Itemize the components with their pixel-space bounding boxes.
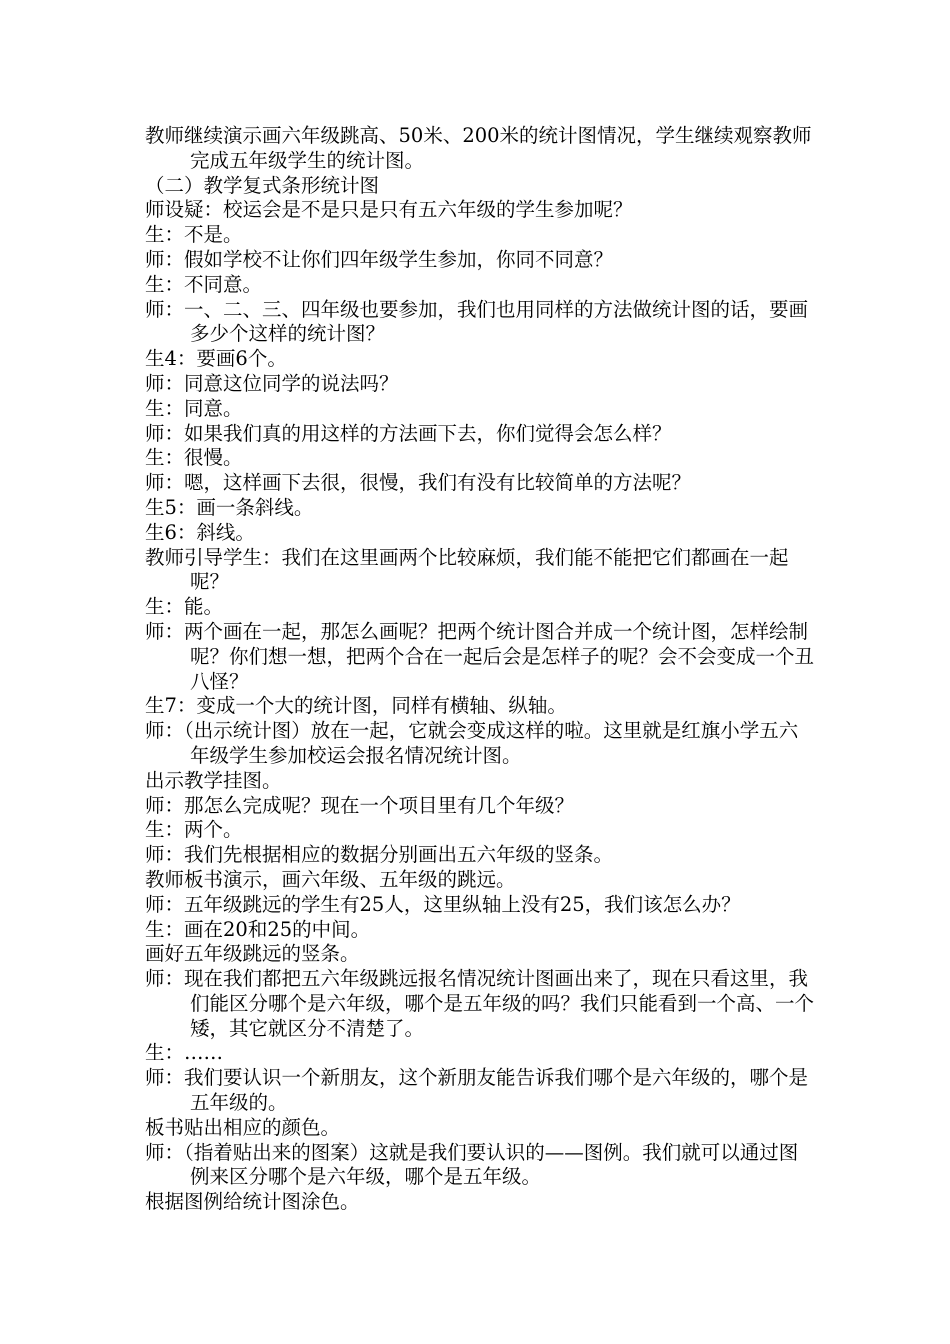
paragraph: 生：两个。 <box>145 818 243 842</box>
paragraph: 生：很慢。 <box>145 446 243 470</box>
paragraph: 生：不是。 <box>145 223 243 247</box>
paragraph: 出示教学挂图。 <box>145 768 282 792</box>
paragraph: 师：同意这位同学的说法吗？ <box>145 371 399 395</box>
paragraph: 师：一、二、三、四年级也要参加，我们也用同样的方法做统计图的话，要画多少个这样的统计图？ <box>145 297 809 346</box>
document-body <box>145 124 815 1215</box>
paragraph: 根据图例给统计图涂色。 <box>145 1190 360 1214</box>
paragraph: 板书贴出相应的颜色。 <box>145 1115 341 1139</box>
paragraph: 师设疑：校运会是不是只是只有五六年级的学生参加呢？ <box>145 198 633 222</box>
paragraph: 教师继续演示画六年级跳高、50米、200米的统计图情况，学生继续观察教师完成五年级学生的统计图。 <box>145 124 812 172</box>
paragraph: 师：我们要认识一个新朋友，这个新朋友能告诉我们哪个是六年级的，哪个是五年级的。 <box>145 1066 809 1115</box>
paragraph: 师：那怎么完成呢？现在一个项目里有几个年级？ <box>145 793 575 817</box>
paragraph: 教师板书演示，画六年级、五年级的跳远。 <box>145 867 516 891</box>
paragraph: 教师引导学生：我们在这里画两个比较麻烦，我们能不能把它们都画在一起呢？ <box>145 545 789 594</box>
paragraph: 生7：变成一个大的统计图，同样有横轴、纵轴。 <box>145 694 567 718</box>
paragraph: 生：不同意。 <box>145 272 263 296</box>
paragraph: 师：五年级跳远的学生有25人，这里纵轴上没有25，我们该怎么办？ <box>145 892 741 916</box>
paragraph: 生4：要画6个。 <box>145 347 287 371</box>
paragraph: 师：现在我们都把五六年级跳远报名情况统计图画出来了，现在只看这里，我们能区分哪个是六年级，哪个是五年级的吗？我们只能看到一个高、一个矮，其它就区分不清楚了。 <box>145 967 815 1040</box>
paragraph: 生：画在20和25的中间。 <box>145 917 371 941</box>
paragraph: 师：如果我们真的用这样的方法画下去，你们觉得会怎么样？ <box>145 421 672 445</box>
paragraph: 师：我们先根据相应的数据分别画出五六年级的竖条。 <box>145 843 614 867</box>
paragraph: 生：同意。 <box>145 396 243 420</box>
paragraph: 生5：画一条斜线。 <box>145 495 314 519</box>
paragraph: 师：嗯，这样画下去很，很慢，我们有没有比较简单的方法呢？ <box>145 471 692 495</box>
paragraph: 画好五年级跳远的竖条。 <box>145 942 360 966</box>
paragraph: 师：（出示统计图）放在一起，它就会变成这样的啦。这里就是红旗小学五六年级学生参加校运会报名情况统计图。 <box>145 719 799 767</box>
paragraph: 师：假如学校不让你们四年级学生参加，你同不同意？ <box>145 247 614 271</box>
paragraph: 师：（指着贴出来的图案）这就是我们要认识的——图例。我们就可以通过图例来区分哪个是六年级，哪个是五年级。 <box>145 1140 799 1189</box>
section-heading: （二）教学复式条形统计图 <box>145 173 380 197</box>
paragraph: 生：能。 <box>145 595 224 619</box>
paragraph: 师：两个画在一起，那怎么画呢？把两个统计图合并成一个统计图，怎样绘制呢？你们想一想，把两个合在一起后会是怎样子的呢？会不会变成一个丑八怪？ <box>145 619 815 693</box>
paragraph: 生6：斜线。 <box>145 520 255 544</box>
paragraph: 生：…… <box>145 1041 224 1065</box>
